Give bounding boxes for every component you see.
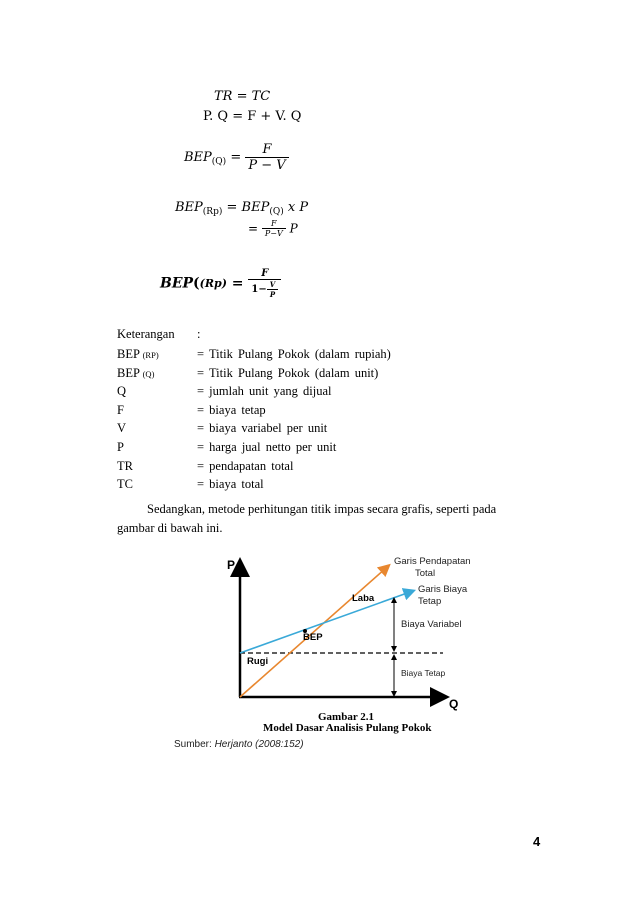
laba-label: Laba [352,593,375,604]
figure-source [174,739,304,750]
formula-bep-rp-step: = $\frac{F}{P-V}$ P [248,219,298,238]
formula-final-sub: (Rp) [199,277,227,290]
formula-final-inner-den: P [267,289,278,299]
definition-term-sub: (Q) [142,368,155,379]
formula-pq: P. Q = F + V. Q [203,109,302,124]
biaya-tetap-label: Biaya Tetap [401,668,446,678]
page-number: 4 [533,834,541,849]
formula-bep-rp: $BEP_{(Rp)} = BEP_{(Q)}$ x P [175,200,309,217]
formula-final-lhs: BEP [160,275,194,292]
y-axis-label: P [227,558,236,572]
formula-pq-lhs: P. Q [203,109,229,124]
source-label: Sumber: [174,739,212,750]
paragraph-line-1: Sedangkan, metode perhitungan titik impas secara grafis, seperti pada [147,502,497,516]
definition-term-text: V [117,421,127,436]
tr-label-1: Garis Pendapatan [394,556,471,567]
tc-label-1: Garis Biaya [418,584,468,595]
formula-final-den-prefix: 1− [251,284,267,295]
bep-label: BEP [303,632,323,643]
definition-desc: = Titik Pulang Pokok (dalam unit) [197,365,379,380]
formula-final-num: F [261,268,269,279]
keterangan-colon: : [197,327,201,341]
paragraph-line-2: gambar di bawah ini. [117,521,223,535]
formula-bep-q-sub: (Q) [211,157,227,167]
keterangan-title: Keterangan [117,327,175,341]
formula-bep-q-lhs: BEP [184,150,212,165]
formula-bep-rp-sub: (Rp) [202,207,223,217]
definition-term-text: BEP [117,365,140,380]
formula-tr: TR [214,89,233,104]
definition-term-text: F [117,402,124,417]
definition-term-text: TR [117,458,133,473]
formula-tc: TC [251,89,271,104]
figure-caption-number: Gambar 2.1 [318,711,375,723]
formula-bep-rp-tail: x P [287,200,309,215]
definition-term-text: Q [117,384,127,399]
tc-label-2: Tetap [418,596,442,607]
formula-bep-q-num: F [262,142,272,157]
formula-step-den: P−V [262,228,286,238]
formula-step-num: F [271,219,277,228]
formula-bep-rp-rhs: BEP [241,200,270,215]
biaya-variabel-label: Biaya Variabel [401,619,462,630]
definition-term-text: TC [117,477,133,492]
formula-tr-tc: TR = TC [214,89,271,104]
formula-bep-rp-lhs: BEP [175,200,203,215]
definition-desc: = biaya tetap [197,402,266,417]
figure-caption-title: Model Dasar Analisis Pulang Pokok [263,722,432,734]
total-cost-line [240,592,410,653]
formula-step-tail: P [289,221,298,236]
tr-label-2: Total [415,568,436,579]
definition-term-text: BEP [117,347,140,361]
definition-desc: = biaya total [197,477,264,492]
definition-term-text: P [117,440,124,454]
rugi-label: Rugi [247,656,269,667]
formula-final-inner-num: V [269,280,276,289]
definition-desc: = biaya variabel per unit [197,421,328,436]
x-axis-label: Q [449,697,459,711]
formula-pq-rhs: F + V. Q [247,109,302,124]
formula-bep-q-den: P − V [245,157,288,173]
definition-desc: = Titik Pulang Pokok (dalam rupiah) [197,347,391,361]
definition-desc: = harga jual netto per unit [197,440,337,454]
formula-bep-rp-final: BEP((Rp) = F 1− $\frac{V}{P}$ [160,268,281,299]
formula-bep-q: $BEP_{(Q)}$ = $\frac{F}{P - V}$ [184,142,289,173]
definition-desc: = pendapatan total [197,458,294,473]
source-text: Herjanto (2008:152) [214,739,304,750]
formula-bep-rp-rhs-sub: (Q) [269,207,284,217]
definition-desc: = jumlah unit yang dijual [197,384,332,399]
definition-term-sub: (RP) [142,350,159,360]
